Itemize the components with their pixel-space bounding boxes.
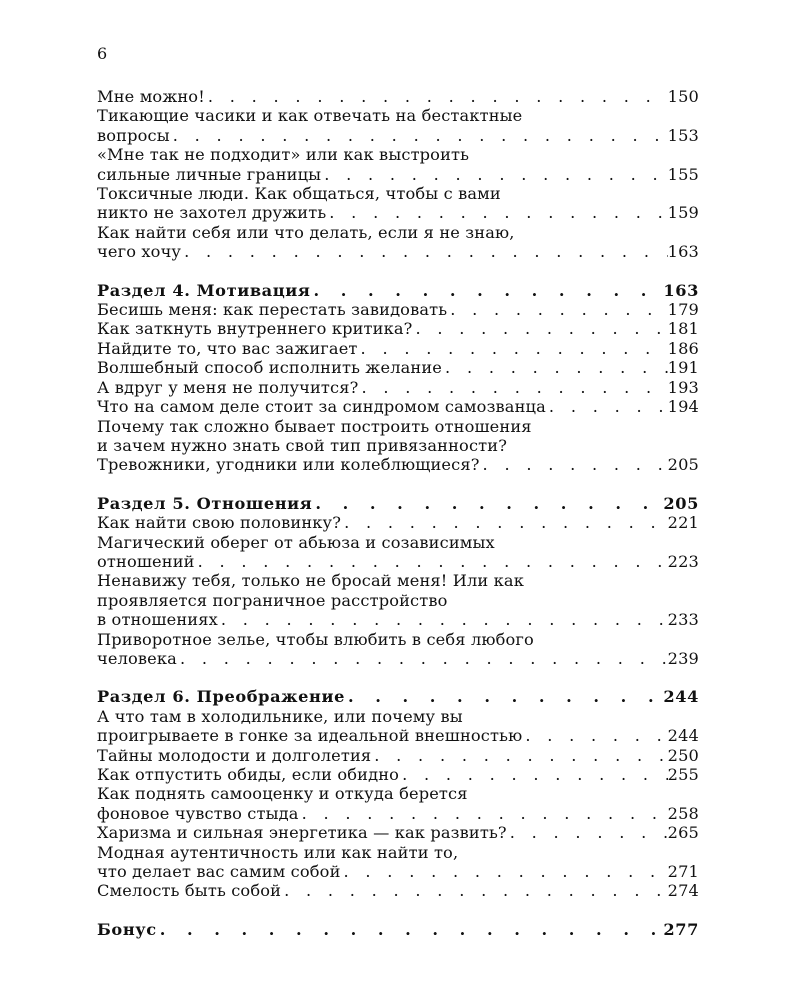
toc-entry-text: никто не захотел дружить — [97, 203, 327, 223]
toc-entry-last-line — [97, 378, 699, 397]
section-heading-4 — [97, 281, 699, 300]
toc-entry — [97, 513, 699, 532]
leader-dots — [321, 165, 667, 184]
toc-entry — [97, 823, 699, 842]
leader-dots — [299, 804, 668, 823]
toc-entry-text: Как найти свою половинку? — [97, 513, 342, 533]
toc-entry-last-line — [97, 649, 699, 668]
bonus-heading — [97, 920, 699, 939]
toc-entry-last-line — [97, 765, 699, 784]
toc-entry-line: Ненавижу тебя, только не бросай меня! Или как — [97, 571, 525, 591]
toc-entry — [97, 746, 699, 765]
toc-entry — [97, 184, 699, 223]
toc-entry-text: Тайны молодости и долголетия — [97, 745, 372, 765]
section-title: Бонус — [97, 919, 157, 939]
toc-entry-last-line — [97, 881, 699, 900]
leader-dots — [447, 300, 667, 319]
toc-entry-last-line — [97, 242, 699, 261]
toc-entry-text: чего хочу — [97, 242, 182, 262]
toc-entry-last-line — [97, 165, 699, 184]
toc-entry-last-line — [97, 513, 699, 532]
toc-page-number: 239 — [667, 648, 699, 668]
toc-entry-line: «Мне так не подходит» или как выстроить — [97, 145, 470, 165]
toc-entry — [97, 339, 699, 358]
toc-page-number: 221 — [667, 513, 699, 533]
leader-dots — [281, 881, 668, 900]
toc-page-number: 179 — [667, 300, 699, 320]
toc-entry — [97, 145, 699, 184]
toc-page-number: 255 — [667, 765, 699, 784]
leader-dots — [507, 823, 668, 842]
toc-page-number: 233 — [667, 610, 699, 630]
toc-entry-last-line — [97, 746, 699, 765]
toc-page-number: 271 — [667, 862, 699, 882]
toc-entry-line: Токсичные люди. Как общаться, чтобы с вами — [97, 184, 501, 204]
leader-dots — [326, 203, 667, 222]
leader-dots — [358, 378, 667, 397]
toc-entry-line: Как поднять самооценку и откуда берется — [97, 784, 468, 804]
leader-dots — [412, 319, 667, 338]
toc-entry-text: человека — [97, 648, 177, 668]
toc-entry-last-line — [97, 804, 699, 823]
leader-dots — [170, 126, 668, 145]
toc-page-number: 244 — [667, 726, 699, 746]
leader-dots — [177, 649, 668, 668]
toc-entry — [97, 300, 699, 319]
toc-entry-text: в отношениях — [97, 610, 218, 630]
toc-entry — [97, 358, 699, 377]
toc-entry-text: вопросы — [97, 125, 170, 145]
toc-page-number: 163 — [667, 242, 699, 262]
toc-entry — [97, 784, 699, 823]
toc-entry-text: фоновое чувство стыда — [97, 803, 299, 823]
leader-dots — [442, 358, 668, 377]
toc-entry-last-line — [97, 823, 699, 842]
toc-entry — [97, 397, 699, 416]
page-number: 6 — [97, 44, 108, 63]
toc-entry-line: Как найти себя или что делать, если я не знаю, — [97, 222, 515, 242]
toc-entry-last-line — [97, 87, 699, 106]
leader-dots — [399, 765, 668, 784]
toc-page-number: 191 — [667, 358, 699, 378]
toc-entry-text: Харизма и сильная энергетика — как развить? — [97, 823, 507, 843]
toc-group-intro — [97, 87, 699, 262]
toc-entry-text: Найдите то, что вас зажигает — [97, 338, 358, 358]
toc-entry-last-line — [97, 339, 699, 358]
toc-entry-text: Что на самом деле стоит за синдромом самозванца — [97, 397, 546, 417]
leader-dots — [358, 339, 668, 358]
toc-entry-line: Магический оберег от абьюза и созависимых — [97, 532, 495, 552]
toc-page-number: 153 — [667, 125, 699, 145]
toc-entry — [97, 843, 699, 882]
section-title: Раздел 4. Мотивация — [97, 280, 311, 300]
toc-entry-last-line — [97, 203, 699, 222]
toc-entry — [97, 378, 699, 397]
section-heading-6 — [97, 687, 699, 706]
toc-entry-last-line — [97, 300, 699, 319]
toc-page-number: 155 — [667, 164, 699, 184]
leader-dots — [480, 455, 668, 474]
toc-entry — [97, 319, 699, 338]
toc-entry-last-line — [97, 862, 699, 881]
toc-entry-line: Модная аутентичность или как найти то, — [97, 842, 459, 862]
leader-dots — [181, 242, 668, 261]
toc-entry-last-line — [97, 726, 699, 745]
toc-page-number: 181 — [667, 319, 699, 339]
section-page-number: 163 — [663, 280, 699, 300]
toc-entry-text: Бесишь меня: как перестать завидовать — [97, 300, 448, 320]
toc-group-section-4 — [97, 300, 699, 475]
toc-entry-line: Тикающие часики и как отвечать на бестактные — [97, 106, 523, 126]
toc-entry-last-line — [97, 610, 699, 629]
section-title: Раздел 6. Преображение — [97, 687, 345, 707]
toc-entry-text: Смелость быть собой — [97, 881, 282, 901]
leader-dots — [157, 920, 664, 939]
toc-page-number: 274 — [667, 881, 699, 901]
toc-entry — [97, 106, 699, 145]
toc-entry-text: Волшебный способ исполнить желание — [97, 358, 443, 378]
toc-entry-last-line — [97, 358, 699, 377]
leader-dots — [310, 281, 663, 300]
toc-group-section-5 — [97, 513, 699, 668]
toc-page-number: 159 — [667, 203, 699, 223]
leader-dots — [195, 552, 668, 571]
section-title: Раздел 5. Отношения — [97, 493, 313, 513]
toc-entry — [97, 571, 699, 629]
leader-dots — [345, 687, 663, 706]
section-page-number: 205 — [663, 493, 699, 513]
toc-page-number: 205 — [667, 455, 699, 475]
section-page-number: 277 — [663, 919, 699, 939]
toc-entry — [97, 417, 699, 475]
toc-page-number: 186 — [667, 338, 699, 358]
leader-dots — [341, 513, 668, 532]
leader-dots — [218, 610, 668, 629]
toc-entry-last-line — [97, 397, 699, 416]
toc-page-number: 250 — [667, 745, 699, 765]
toc-entry-text: Как заткнуть внутреннего критика? — [97, 319, 413, 339]
toc-entry-text: отношений — [97, 551, 195, 571]
toc-entry — [97, 881, 699, 900]
toc-page-number: 265 — [667, 823, 699, 843]
leader-dots — [546, 397, 668, 416]
toc-entry-line: проявляется пограничное расстройство — [97, 590, 448, 610]
toc-entry-line: А что там в холодильнике, или почему вы — [97, 706, 463, 726]
leader-dots — [522, 726, 667, 745]
toc-entry-last-line — [97, 319, 699, 338]
toc-entry-line: Приворотное зелье, чтобы влюбить в себя любого — [97, 629, 534, 649]
toc-page-number: 193 — [667, 377, 699, 397]
toc-entry — [97, 87, 699, 106]
toc-entry-line: и зачем нужно знать свой тип привязанности? — [97, 435, 508, 455]
toc-entry — [97, 223, 699, 262]
toc-page-number: 150 — [667, 87, 699, 106]
leader-dots — [341, 862, 668, 881]
toc-entry-text: Мне можно! — [97, 87, 205, 106]
toc-page-number: 194 — [667, 397, 699, 417]
toc-entry-text: проигрываете в гонке за идеальной внешностью — [97, 726, 523, 746]
toc-entry-text: Тревожники, угодники или колеблющиеся? — [97, 455, 480, 475]
toc-group-section-6 — [97, 707, 699, 901]
leader-dots — [205, 87, 668, 106]
toc-entry — [97, 630, 699, 669]
toc-page-number: 223 — [667, 551, 699, 571]
toc-entry — [97, 707, 699, 746]
toc-entry-text: Как отпустить обиды, если обидно — [97, 765, 400, 784]
toc-entry-text: что делает вас самим собой — [97, 862, 341, 882]
toc-entry-last-line — [97, 552, 699, 571]
toc-entry — [97, 765, 699, 784]
table-of-contents — [97, 87, 699, 939]
toc-entry-last-line — [97, 455, 699, 474]
toc-entry-text: А вдруг у меня не получится? — [97, 377, 359, 397]
section-page-number: 244 — [663, 687, 699, 707]
toc-entry-line: Почему так сложно бывает построить отношения — [97, 416, 532, 436]
leader-dots — [312, 494, 663, 513]
toc-entry-text: сильные личные границы — [97, 164, 322, 184]
section-heading-5 — [97, 494, 699, 513]
toc-page-number: 258 — [667, 803, 699, 823]
toc-entry-last-line — [97, 126, 699, 145]
leader-dots — [371, 746, 667, 765]
toc-entry — [97, 533, 699, 572]
